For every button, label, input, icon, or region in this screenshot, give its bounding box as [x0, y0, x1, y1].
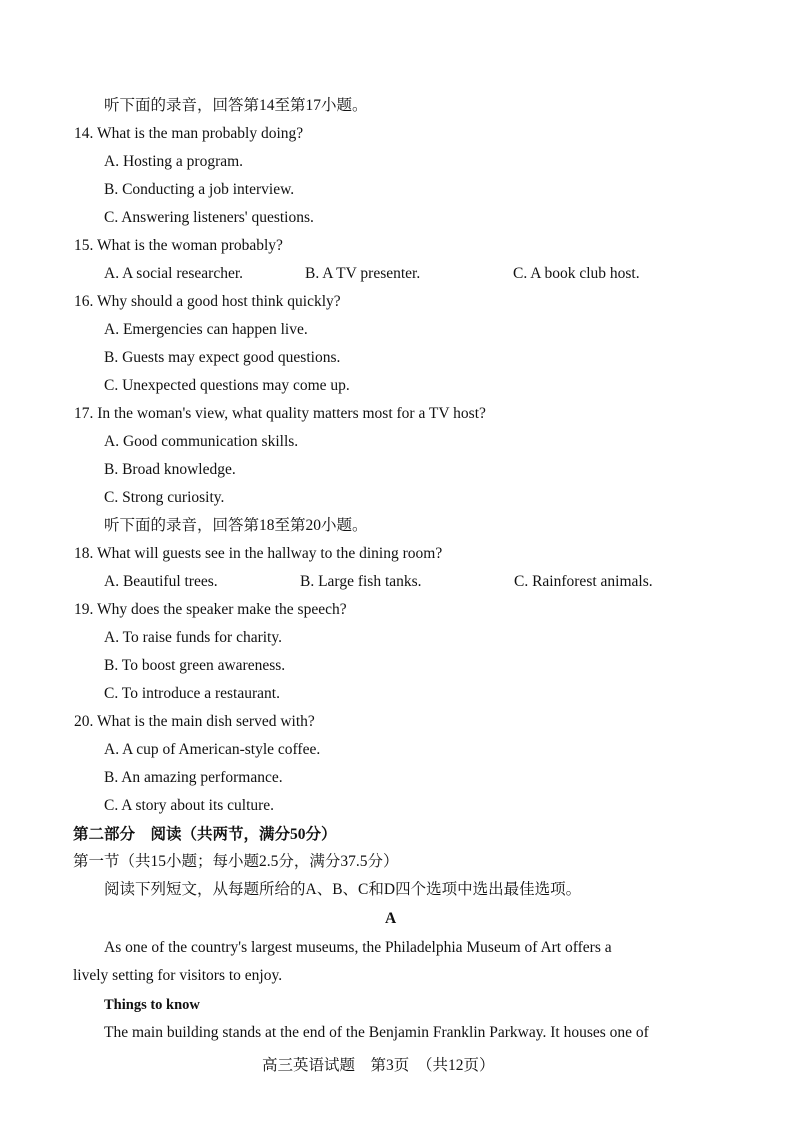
question-15-option-a: A. A social researcher.	[104, 265, 244, 282]
question-17-option-a: A. Good communication skills.	[104, 433, 299, 450]
question-15-option-b: B. A TV presenter.	[305, 265, 421, 282]
question-20-option-b: B. An amazing performance.	[104, 769, 283, 786]
listening-instruction-1: 听下面的录音，回答第14至第17小题。	[104, 97, 368, 114]
question-19-option-c: C. To introduce a restaurant.	[104, 685, 280, 702]
question-19-stem: 19. Why does the speaker make the speech?	[74, 601, 347, 618]
passage-paragraph-2-line-1: The main building stands at the end of the Benjamin Franklin Parkway. It houses one of	[104, 1024, 649, 1041]
question-16-option-c: C. Unexpected questions may come up.	[104, 377, 350, 394]
question-14-option-b: B. Conducting a job interview.	[104, 181, 295, 198]
passage-label: A	[385, 910, 397, 927]
question-19-option-b: B. To boost green awareness.	[104, 657, 286, 674]
question-18-stem: 18. What will guests see in the hallway to the dining room?	[74, 545, 443, 562]
listening-instruction-2: 听下面的录音，回答第18至第20小题。	[104, 517, 368, 534]
question-17-option-c: C. Strong curiosity.	[104, 489, 225, 506]
question-20-option-c: C. A story about its culture.	[104, 797, 275, 814]
question-14-option-a: A. Hosting a program.	[104, 153, 244, 170]
passage-subheading: Things to know	[104, 997, 200, 1013]
question-18-option-a: A. Beautiful trees.	[104, 573, 218, 590]
question-19-option-a: A. To raise funds for charity.	[104, 629, 282, 646]
passage-paragraph-1-line-2: lively setting for visitors to enjoy.	[73, 967, 283, 984]
question-14-stem: 14. What is the man probably doing?	[74, 125, 304, 142]
question-16-stem: 16. Why should a good host think quickly?	[74, 293, 341, 310]
page-footer: 高三英语试题 第3页 （共12页）	[262, 1057, 495, 1074]
question-15-option-c: C. A book club host.	[513, 265, 640, 282]
question-16-option-a: A. Emergencies can happen live.	[104, 321, 308, 338]
reading-instruction: 阅读下列短文，从每题所给的A、B、C和D四个选项中选出最佳选项。	[104, 881, 582, 898]
question-16-option-b: B. Guests may expect good questions.	[104, 349, 341, 366]
question-20-stem: 20. What is the main dish served with?	[74, 713, 315, 730]
passage-paragraph-1-line-1: As one of the country's largest museums, the Philadelphia Museum of Art offers a	[104, 939, 612, 956]
question-20-option-a: A. A cup of American-style coffee.	[104, 741, 321, 758]
part-two-heading: 第二部分 阅读（共两节，满分50分）	[73, 826, 337, 843]
question-15-stem: 15. What is the woman probably?	[74, 237, 283, 254]
question-18-option-c: C. Rainforest animals.	[514, 573, 653, 590]
question-18-option-b: B. Large fish tanks.	[300, 573, 422, 590]
question-17-option-b: B. Broad knowledge.	[104, 461, 236, 478]
question-14-option-c: C. Answering listeners' questions.	[104, 209, 314, 226]
question-17-stem: 17. In the woman's view, what quality matters most for a TV host?	[74, 405, 486, 422]
section-one-heading: 第一节（共15小题；每小题2.5分，满分37.5分）	[73, 853, 399, 870]
